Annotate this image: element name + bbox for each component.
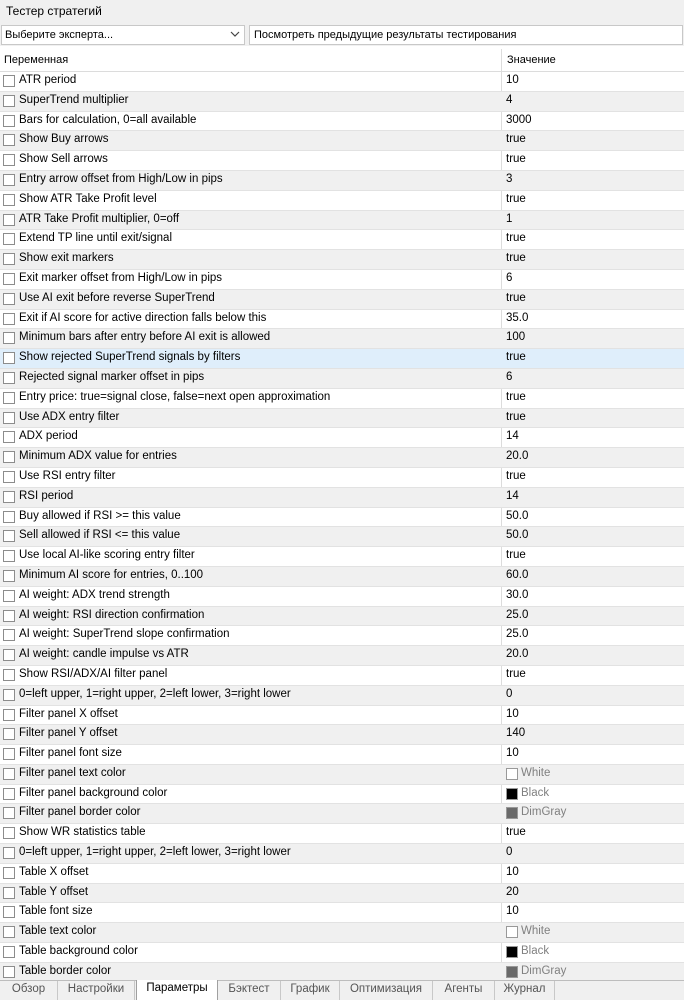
parameter-checkbox[interactable] [3, 748, 15, 760]
parameter-checkbox[interactable] [3, 174, 15, 186]
parameter-row[interactable] [0, 468, 684, 488]
tab-4[interactable]: График [281, 981, 340, 1000]
parameter-name: Show WR statistics table [19, 826, 146, 839]
color-swatch [506, 807, 518, 819]
tab-5[interactable]: Оптимизация [340, 981, 433, 1000]
parameter-checkbox[interactable] [3, 451, 15, 463]
window-title [0, 0, 684, 24]
column-header-variable[interactable]: Переменная [4, 54, 69, 66]
parameter-row[interactable] [0, 725, 684, 745]
parameter-value[interactable]: White [521, 766, 551, 779]
parameter-row[interactable] [0, 686, 684, 706]
parameter-row[interactable] [0, 666, 684, 686]
parameter-row[interactable] [0, 884, 684, 904]
parameter-value[interactable]: 25.0 [506, 628, 529, 641]
parameter-value[interactable]: 100 [506, 331, 526, 344]
parameter-name: Filter panel Y offset [19, 727, 118, 740]
parameter-name: Use local AI-like scoring entry filter [19, 549, 195, 562]
parameter-row[interactable] [0, 646, 684, 666]
parameter-row[interactable] [0, 409, 684, 429]
parameter-row[interactable] [0, 547, 684, 567]
parameter-checkbox[interactable] [3, 847, 15, 859]
parameter-checkbox[interactable] [3, 629, 15, 641]
parameter-checkbox[interactable] [3, 807, 15, 819]
window-title-text: Тестер стратегий [6, 4, 102, 18]
parameter-value[interactable]: true [506, 133, 526, 146]
parameter-value[interactable]: 6 [506, 370, 513, 383]
parameter-name: Minimum ADX value for entries [19, 450, 177, 463]
parameter-checkbox[interactable] [3, 154, 15, 166]
parameter-checkbox[interactable] [3, 966, 15, 978]
parameter-row[interactable] [0, 211, 684, 231]
parameter-checkbox[interactable] [3, 431, 15, 443]
parameter-checkbox[interactable] [3, 194, 15, 206]
parameter-name: Use RSI entry filter [19, 469, 116, 482]
expert-select-value: Выберите эксперта... [5, 29, 114, 41]
parameter-name: Table background color [19, 945, 138, 958]
parameter-value[interactable]: 14 [506, 430, 519, 443]
expert-select[interactable] [1, 25, 245, 45]
parameter-name: Filter panel font size [19, 747, 122, 760]
parameter-name: Filter panel border color [19, 806, 141, 819]
parameter-name: AI weight: RSI direction confirmation [19, 608, 205, 621]
parameter-value[interactable]: 4 [506, 93, 513, 106]
parameter-name: Entry price: true=signal close, false=next open approximation [19, 390, 331, 403]
parameter-checkbox[interactable] [3, 550, 15, 562]
tab-6[interactable]: Агенты [433, 981, 495, 1000]
parameter-name: 0=left upper, 1=right upper, 2=left lower, 3=right lower [19, 687, 291, 700]
chevron-down-icon [229, 27, 241, 41]
parameter-value[interactable]: true [506, 410, 526, 423]
tab-bar [0, 980, 684, 1000]
parameter-row[interactable] [0, 72, 684, 92]
parameter-name: Show ATR Take Profit level [19, 192, 157, 205]
parameter-checkbox[interactable] [3, 412, 15, 424]
parameter-checkbox[interactable] [3, 273, 15, 285]
parameter-name: AI weight: SuperTrend slope confirmation [19, 628, 230, 641]
parameter-value[interactable]: White [521, 925, 551, 938]
parameter-value[interactable]: DimGray [521, 806, 567, 819]
parameter-value[interactable]: true [506, 826, 526, 839]
parameter-value[interactable]: true [506, 252, 526, 265]
parameter-row[interactable] [0, 310, 684, 330]
parameter-value[interactable]: 3 [506, 172, 513, 185]
parameter-name: RSI period [19, 489, 74, 502]
parameter-name: Rejected signal marker offset in pips [19, 370, 205, 383]
parameter-value[interactable]: 50.0 [506, 529, 529, 542]
parameter-checkbox[interactable] [3, 788, 15, 800]
parameter-name: Exit marker offset from High/Low in pips [19, 271, 223, 284]
column-header-value[interactable]: Значение [507, 54, 556, 66]
parameter-row[interactable] [0, 824, 684, 844]
parameter-row[interactable] [0, 369, 684, 389]
parameter-value[interactable]: 25.0 [506, 608, 529, 621]
parameter-value[interactable]: true [506, 549, 526, 562]
parameter-value[interactable]: DimGray [521, 964, 567, 977]
parameter-value[interactable]: true [506, 192, 526, 205]
parameter-name: Exit if AI score for active direction falls below this [19, 311, 267, 324]
parameter-name: Sell allowed if RSI <= this value [19, 529, 181, 542]
parameter-checkbox[interactable] [3, 728, 15, 740]
color-swatch [506, 768, 518, 780]
parameter-row[interactable] [0, 963, 684, 980]
parameter-checkbox[interactable] [3, 610, 15, 622]
parameter-row[interactable] [0, 943, 684, 963]
parameter-name: 0=left upper, 1=right upper, 2=left lower, 3=right lower [19, 846, 291, 859]
parameter-row[interactable] [0, 567, 684, 587]
parameter-row[interactable] [0, 587, 684, 607]
parameter-name: ATR Take Profit multiplier, 0=off [19, 212, 180, 225]
parameter-value[interactable]: 10 [506, 707, 519, 720]
parameter-row[interactable] [0, 171, 684, 191]
parameter-name: Buy allowed if RSI >= this value [19, 509, 181, 522]
parameters-grid [0, 72, 684, 980]
parameter-value[interactable]: true [506, 351, 526, 364]
parameter-name: Table border color [19, 964, 112, 977]
tab-2[interactable]: Параметры [136, 980, 218, 1000]
parameter-checkbox[interactable] [3, 214, 15, 226]
parameter-name: Minimum AI score for entries, 0..100 [19, 568, 204, 581]
parameter-checkbox[interactable] [3, 75, 15, 87]
parameter-checkbox[interactable] [3, 372, 15, 384]
parameter-value[interactable]: 140 [506, 727, 526, 740]
parameter-value[interactable]: Black [521, 786, 550, 799]
parameter-checkbox[interactable] [3, 887, 15, 899]
parameter-row[interactable] [0, 389, 684, 409]
color-swatch [506, 788, 518, 800]
toolbar [0, 24, 684, 46]
parameter-row[interactable] [0, 745, 684, 765]
parameter-checkbox[interactable] [3, 253, 15, 265]
parameter-checkbox[interactable] [3, 827, 15, 839]
parameter-name: Show exit markers [19, 252, 114, 265]
parameter-checkbox[interactable] [3, 491, 15, 503]
tab-1[interactable]: Настройки [58, 981, 135, 1000]
parameter-name: AI weight: ADX trend strength [19, 588, 170, 601]
parameter-name: Filter panel X offset [19, 707, 118, 720]
parameter-name: Table text color [19, 925, 97, 938]
parameter-name: Use ADX entry filter [19, 410, 120, 423]
parameter-row[interactable] [0, 349, 684, 369]
parameter-value[interactable]: 3000 [506, 113, 532, 126]
parameter-value[interactable]: 0 [506, 687, 513, 700]
parameter-row[interactable] [0, 488, 684, 508]
parameter-checkbox[interactable] [3, 332, 15, 344]
parameter-checkbox[interactable] [3, 530, 15, 542]
parameter-checkbox[interactable] [3, 115, 15, 127]
parameter-row[interactable] [0, 112, 684, 132]
parameter-value[interactable]: 10 [506, 74, 519, 86]
parameter-row[interactable] [0, 92, 684, 112]
tab-3[interactable]: Бэктест [218, 981, 281, 1000]
previous-results-field[interactable] [249, 25, 683, 45]
parameter-row[interactable] [0, 270, 684, 290]
parameter-name: Table Y offset [19, 885, 89, 898]
parameter-name: Show rejected SuperTrend signals by filters [19, 351, 241, 364]
parameter-row[interactable] [0, 508, 684, 528]
parameter-checkbox[interactable] [3, 867, 15, 879]
parameter-checkbox[interactable] [3, 570, 15, 582]
parameter-checkbox[interactable] [3, 669, 15, 681]
parameter-checkbox[interactable] [3, 95, 15, 107]
parameter-row[interactable] [0, 151, 684, 171]
parameter-value[interactable]: 10 [506, 865, 519, 878]
parameter-name: ATR period [19, 74, 77, 86]
parameter-value[interactable]: true [506, 232, 526, 245]
parameter-value[interactable]: 35.0 [506, 311, 529, 324]
parameter-checkbox[interactable] [3, 313, 15, 325]
parameter-value[interactable]: true [506, 667, 526, 680]
parameter-value[interactable]: true [506, 390, 526, 403]
parameter-checkbox[interactable] [3, 233, 15, 245]
parameter-value[interactable]: 6 [506, 271, 513, 284]
parameter-row[interactable] [0, 250, 684, 270]
parameter-row[interactable] [0, 844, 684, 864]
parameter-checkbox[interactable] [3, 649, 15, 661]
parameter-row[interactable] [0, 329, 684, 349]
parameter-row[interactable] [0, 191, 684, 211]
parameter-value[interactable]: 1 [506, 212, 513, 225]
parameter-name: Show Sell arrows [19, 153, 108, 166]
color-swatch [506, 926, 518, 938]
parameter-checkbox[interactable] [3, 352, 15, 364]
parameter-checkbox[interactable] [3, 392, 15, 404]
parameter-value[interactable]: 20 [506, 885, 519, 898]
parameter-name: Use AI exit before reverse SuperTrend [19, 291, 215, 304]
parameter-checkbox[interactable] [3, 946, 15, 958]
parameter-checkbox[interactable] [3, 511, 15, 523]
parameter-name: Table font size [19, 905, 93, 918]
parameter-checkbox[interactable] [3, 689, 15, 701]
parameter-row[interactable] [0, 448, 684, 468]
parameter-name: Show Buy arrows [19, 133, 109, 146]
parameter-name: Show RSI/ADX/AI filter panel [19, 667, 168, 680]
previous-results-text: Посмотреть предыдущие результаты тестирования [254, 29, 517, 41]
parameter-value[interactable]: 30.0 [506, 588, 529, 601]
parameter-name: AI weight: candle impulse vs ATR [19, 648, 189, 661]
parameter-row[interactable] [0, 607, 684, 627]
parameter-name: SuperTrend multiplier [19, 93, 129, 106]
parameter-value[interactable]: true [506, 153, 526, 166]
parameter-checkbox[interactable] [3, 926, 15, 938]
parameter-value[interactable]: 20.0 [506, 648, 529, 661]
parameter-checkbox[interactable] [3, 906, 15, 918]
parameter-name: Minimum bars after entry before AI exit is allowed [19, 331, 271, 344]
parameter-row[interactable] [0, 864, 684, 884]
parameter-row[interactable] [0, 804, 684, 824]
color-swatch [506, 946, 518, 958]
parameter-row[interactable] [0, 230, 684, 250]
parameter-row[interactable] [0, 903, 684, 923]
parameter-value[interactable]: 10 [506, 747, 519, 760]
parameter-value[interactable]: Black [521, 945, 550, 958]
parameter-checkbox[interactable] [3, 134, 15, 146]
parameter-value[interactable]: 60.0 [506, 568, 529, 581]
parameter-value[interactable]: 50.0 [506, 509, 529, 522]
parameter-checkbox[interactable] [3, 768, 15, 780]
parameter-checkbox[interactable] [3, 293, 15, 305]
color-swatch [506, 966, 518, 978]
parameter-name: Entry arrow offset from High/Low in pips [19, 172, 223, 185]
parameter-row[interactable] [0, 706, 684, 726]
parameter-name: Filter panel text color [19, 766, 126, 779]
tab-0[interactable]: Обзор [0, 981, 58, 1000]
parameter-row[interactable] [0, 765, 684, 785]
parameter-value[interactable]: 10 [506, 905, 519, 918]
parameter-row[interactable] [0, 290, 684, 310]
parameter-value[interactable]: 0 [506, 846, 513, 859]
parameter-name: Bars for calculation, 0=all available [19, 113, 197, 126]
parameter-checkbox[interactable] [3, 590, 15, 602]
parameter-value[interactable]: true [506, 469, 526, 482]
parameter-value[interactable]: 14 [506, 489, 519, 502]
parameter-row[interactable] [0, 923, 684, 943]
parameter-name: ADX period [19, 430, 78, 443]
parameter-row[interactable] [0, 428, 684, 448]
tab-7[interactable]: Журнал [495, 981, 555, 1000]
parameter-row[interactable] [0, 131, 684, 151]
parameter-value[interactable]: true [506, 291, 526, 304]
parameter-row[interactable] [0, 785, 684, 805]
parameter-value[interactable]: 20.0 [506, 450, 529, 463]
parameter-row[interactable] [0, 527, 684, 547]
parameter-checkbox[interactable] [3, 471, 15, 483]
parameter-name: Extend TP line until exit/signal [19, 232, 172, 245]
parameter-row[interactable] [0, 626, 684, 646]
grid-header [0, 49, 684, 72]
parameter-checkbox[interactable] [3, 709, 15, 721]
parameter-name: Table X offset [19, 865, 89, 878]
parameter-name: Filter panel background color [19, 786, 168, 799]
